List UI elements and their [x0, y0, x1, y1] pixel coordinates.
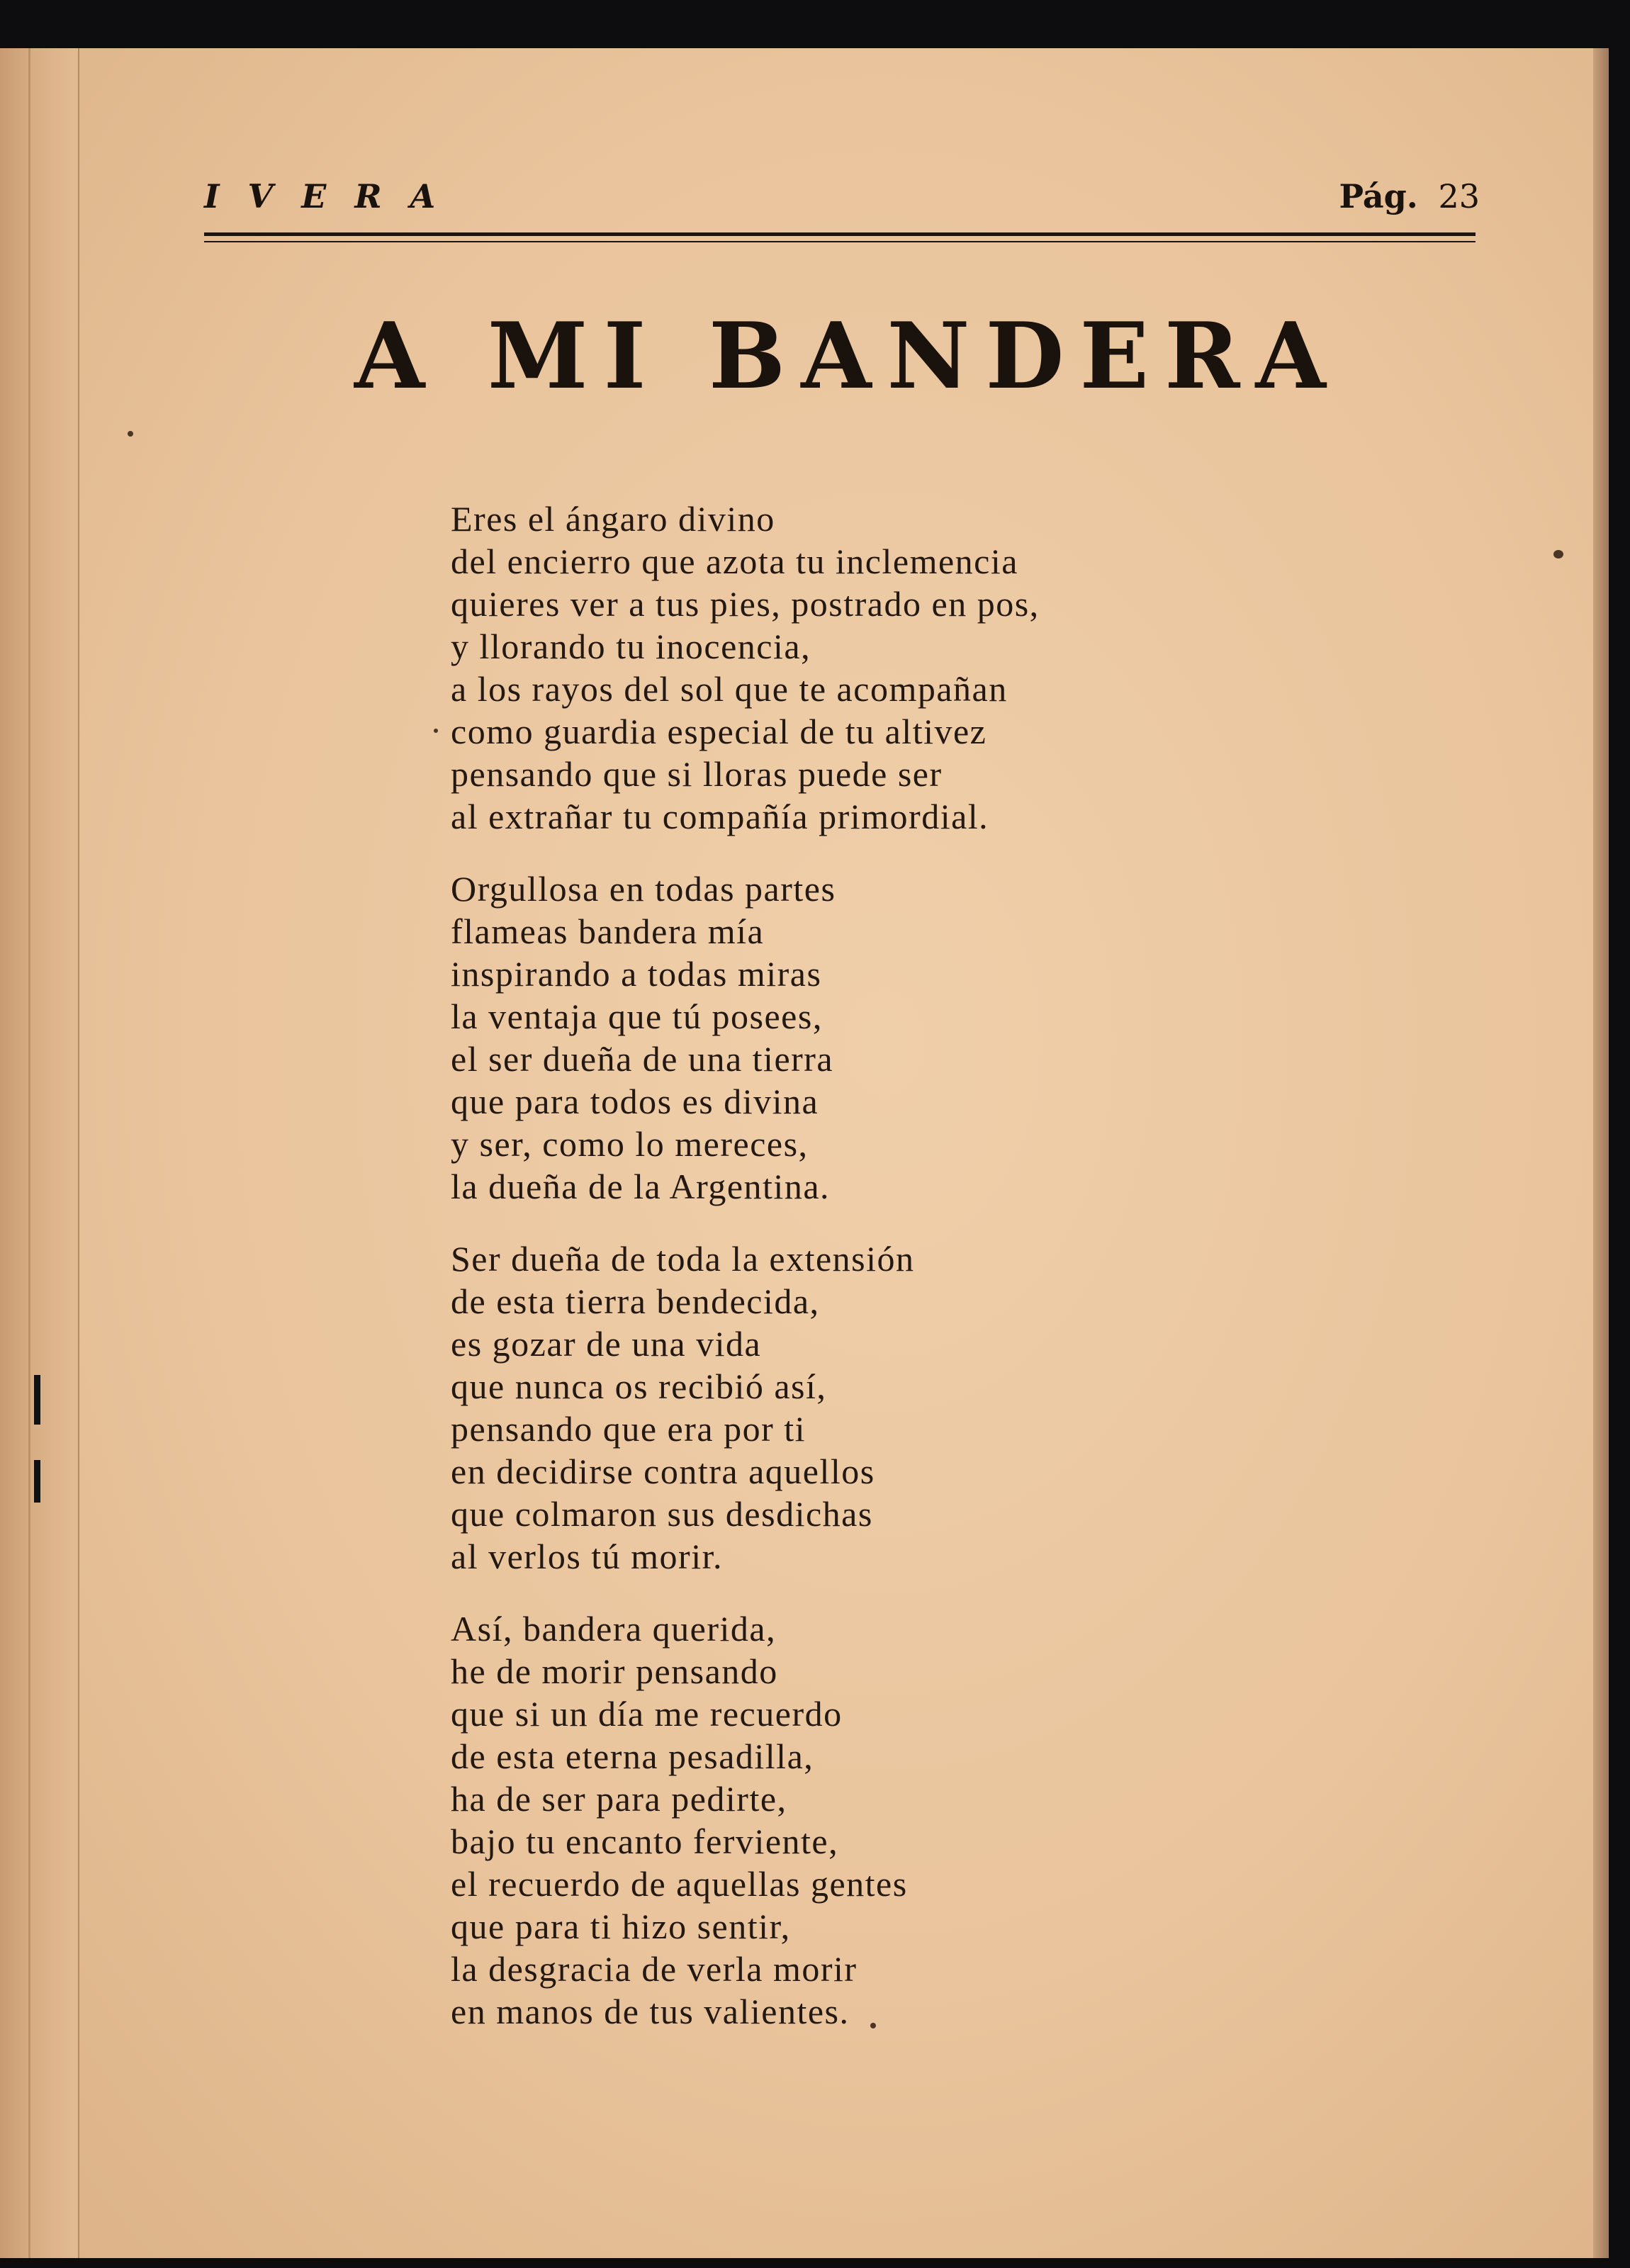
page-right-edge — [1593, 48, 1609, 2258]
paper-speck — [1553, 550, 1563, 558]
poem-line: he de morir pensando — [451, 1651, 778, 1691]
poem-line: el recuerdo de aquellas gentes — [451, 1864, 908, 1904]
poem-line: Ser dueña de toda la extensión — [451, 1239, 915, 1279]
stanza — [451, 868, 1301, 1208]
poem-line: la dueña de la Argentina. — [451, 1167, 831, 1206]
poem-line: la ventaja que tú posees, — [451, 997, 823, 1036]
poem-line: que si un día me recuerdo — [451, 1694, 843, 1734]
poem-line: el ser dueña de una tierra — [451, 1039, 834, 1079]
poem-line: que colmaron sus desdichas — [451, 1494, 873, 1534]
page-gutter — [0, 48, 79, 2258]
stanza — [451, 1237, 1301, 1578]
running-header — [204, 177, 1480, 248]
page-number-value: 23 — [1438, 177, 1480, 215]
poem-line: en decidirse contra aquellos — [451, 1452, 875, 1491]
poem-line: que nunca os recibió así, — [451, 1366, 827, 1406]
binding-mark — [34, 1375, 40, 1425]
poem-line: a los rayos del sol que te acompañan — [451, 669, 1008, 709]
page-label: Pág. — [1339, 177, 1418, 215]
masthead: I V E R A — [204, 177, 444, 215]
poem-line: inspirando a todas miras — [451, 954, 822, 994]
fold-line — [28, 48, 30, 2258]
poem-line: la desgracia de verla morir — [451, 1949, 858, 1989]
poem-line: pensando que era por ti — [451, 1409, 806, 1449]
poem-line: que para ti hizo sentir, — [451, 1907, 791, 1946]
binding-mark — [34, 1460, 40, 1503]
poem-line: Así, bandera querida, — [451, 1609, 777, 1649]
book-page — [0, 48, 1609, 2258]
poem-line: flameas bandera mía — [451, 911, 765, 951]
poem-line: bajo tu encanto ferviente, — [451, 1821, 839, 1861]
poem-line: al verlos tú morir. — [451, 1537, 723, 1576]
poem-title: A MI BANDERA — [354, 303, 1342, 410]
poem-line: que para todos es divina — [451, 1082, 819, 1121]
paper-speck — [128, 431, 133, 437]
poem-line: y ser, como lo mereces, — [451, 1124, 809, 1164]
poem-line: del encierro que azota tu inclemencia — [451, 541, 1018, 581]
poem-line: y llorando tu inocencia, — [451, 627, 811, 666]
poem-line: al extrañar tu compañía primordial. — [451, 797, 989, 836]
poem-line: en manos de tus valientes. — [451, 1992, 850, 2031]
poem-line: pensando que si lloras puede ser — [451, 754, 943, 794]
page-number — [1339, 177, 1480, 215]
poem-line: Eres el ángaro divino — [451, 499, 775, 539]
poem-line: de esta eterna pesadilla, — [451, 1736, 814, 1776]
poem-line: de esta tierra bendecida, — [451, 1281, 820, 1321]
paper-speck — [434, 729, 438, 733]
header-rule-thin — [204, 241, 1476, 242]
poem-line: Orgullosa en todas partes — [451, 869, 836, 909]
poem-line: es gozar de una vida — [451, 1324, 762, 1364]
stanza — [451, 498, 1301, 838]
header-rule — [204, 232, 1476, 236]
poem-line: ha de ser para pedirte, — [451, 1779, 787, 1819]
poem-body — [451, 498, 1301, 2062]
poem-line: quieres ver a tus pies, postrado en pos, — [451, 584, 1040, 624]
poem-line: como guardia especial de tu altivez — [451, 712, 987, 751]
stanza — [451, 1607, 1301, 2033]
